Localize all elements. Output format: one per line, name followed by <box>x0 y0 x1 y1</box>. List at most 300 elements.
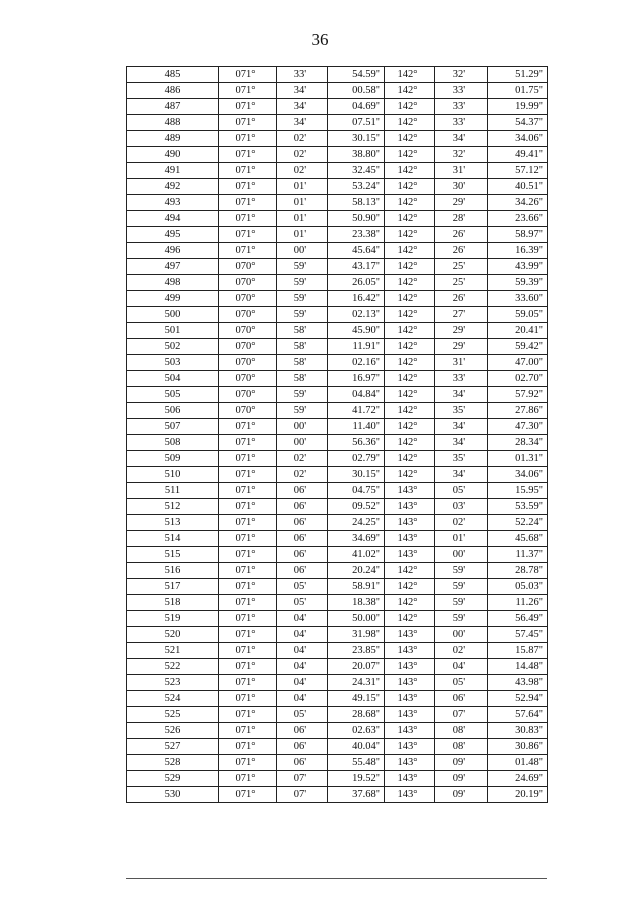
table-row <box>127 467 548 483</box>
lat-seconds-cell: 20.07" <box>328 659 385 675</box>
point-number-cell: 500 <box>127 307 219 323</box>
lon-degrees-cell: 142° <box>385 563 435 579</box>
lon-minutes-cell: 32' <box>435 67 488 83</box>
lat-degrees-cell: 070° <box>219 259 277 275</box>
lat-seconds-cell: 02.16" <box>328 355 385 371</box>
lon-seconds-cell: 52.94" <box>488 691 548 707</box>
lat-seconds-cell: 09.52" <box>328 499 385 515</box>
lat-degrees-cell: 071° <box>219 83 277 99</box>
lon-minutes-cell: 34' <box>435 387 488 403</box>
lon-degrees-cell: 142° <box>385 195 435 211</box>
lat-minutes-cell: 06' <box>277 483 328 499</box>
point-number-cell: 487 <box>127 99 219 115</box>
lon-degrees-cell: 142° <box>385 67 435 83</box>
lon-seconds-cell: 05.03" <box>488 579 548 595</box>
lat-seconds-cell: 26.05" <box>328 275 385 291</box>
lat-degrees-cell: 070° <box>219 291 277 307</box>
lat-minutes-cell: 01' <box>277 195 328 211</box>
lon-minutes-cell: 26' <box>435 243 488 259</box>
point-number-cell: 491 <box>127 163 219 179</box>
lon-seconds-cell: 47.30" <box>488 419 548 435</box>
lat-minutes-cell: 59' <box>277 403 328 419</box>
lon-seconds-cell: 49.41" <box>488 147 548 163</box>
lat-degrees-cell: 070° <box>219 307 277 323</box>
point-number-cell: 495 <box>127 227 219 243</box>
lon-minutes-cell: 31' <box>435 355 488 371</box>
point-number-cell: 508 <box>127 435 219 451</box>
lon-degrees-cell: 142° <box>385 307 435 323</box>
lat-seconds-cell: 58.91" <box>328 579 385 595</box>
table-row <box>127 611 548 627</box>
point-number-cell: 506 <box>127 403 219 419</box>
lon-seconds-cell: 59.05" <box>488 307 548 323</box>
point-number-cell: 517 <box>127 579 219 595</box>
lat-minutes-cell: 06' <box>277 563 328 579</box>
lon-seconds-cell: 58.97" <box>488 227 548 243</box>
point-number-cell: 490 <box>127 147 219 163</box>
lon-seconds-cell: 59.39" <box>488 275 548 291</box>
lon-seconds-cell: 57.12" <box>488 163 548 179</box>
lon-minutes-cell: 00' <box>435 627 488 643</box>
lon-minutes-cell: 59' <box>435 595 488 611</box>
table-row <box>127 147 548 163</box>
point-number-cell: 519 <box>127 611 219 627</box>
point-number-cell: 489 <box>127 131 219 147</box>
lat-seconds-cell: 07.51" <box>328 115 385 131</box>
lon-minutes-cell: 33' <box>435 99 488 115</box>
lat-minutes-cell: 34' <box>277 83 328 99</box>
lon-seconds-cell: 11.37" <box>488 547 548 563</box>
lat-minutes-cell: 04' <box>277 643 328 659</box>
lon-degrees-cell: 143° <box>385 723 435 739</box>
lat-minutes-cell: 59' <box>277 291 328 307</box>
lon-minutes-cell: 03' <box>435 499 488 515</box>
lat-minutes-cell: 02' <box>277 451 328 467</box>
page-number: 36 <box>311 30 329 49</box>
lon-seconds-cell: 43.98" <box>488 675 548 691</box>
table-row <box>127 307 548 323</box>
lon-degrees-cell: 142° <box>385 83 435 99</box>
lat-seconds-cell: 50.00" <box>328 611 385 627</box>
lat-seconds-cell: 02.13" <box>328 307 385 323</box>
lon-minutes-cell: 25' <box>435 259 488 275</box>
lat-seconds-cell: 11.91" <box>328 339 385 355</box>
table-row <box>127 483 548 499</box>
lon-minutes-cell: 07' <box>435 707 488 723</box>
lat-minutes-cell: 58' <box>277 355 328 371</box>
lon-seconds-cell: 34.06" <box>488 131 548 147</box>
lat-minutes-cell: 07' <box>277 771 328 787</box>
table-row <box>127 707 548 723</box>
lon-minutes-cell: 29' <box>435 339 488 355</box>
lon-seconds-cell: 51.29" <box>488 67 548 83</box>
table-row <box>127 563 548 579</box>
lat-minutes-cell: 02' <box>277 147 328 163</box>
lat-seconds-cell: 18.38" <box>328 595 385 611</box>
lon-seconds-cell: 27.86" <box>488 403 548 419</box>
lon-seconds-cell: 53.59" <box>488 499 548 515</box>
table-row <box>127 371 548 387</box>
table-row <box>127 691 548 707</box>
lat-minutes-cell: 02' <box>277 467 328 483</box>
lat-minutes-cell: 06' <box>277 531 328 547</box>
lat-degrees-cell: 071° <box>219 675 277 691</box>
table-row <box>127 739 548 755</box>
lon-degrees-cell: 143° <box>385 499 435 515</box>
point-number-cell: 518 <box>127 595 219 611</box>
point-number-cell: 510 <box>127 467 219 483</box>
lon-seconds-cell: 45.68" <box>488 531 548 547</box>
point-number-cell: 528 <box>127 755 219 771</box>
lon-degrees-cell: 143° <box>385 515 435 531</box>
lon-minutes-cell: 34' <box>435 467 488 483</box>
lon-degrees-cell: 142° <box>385 115 435 131</box>
lon-minutes-cell: 35' <box>435 403 488 419</box>
lon-minutes-cell: 34' <box>435 435 488 451</box>
lat-minutes-cell: 06' <box>277 547 328 563</box>
table-row <box>127 355 548 371</box>
lon-degrees-cell: 143° <box>385 643 435 659</box>
lon-minutes-cell: 02' <box>435 515 488 531</box>
point-number-cell: 498 <box>127 275 219 291</box>
lon-degrees-cell: 142° <box>385 387 435 403</box>
lat-minutes-cell: 34' <box>277 115 328 131</box>
point-number-cell: 504 <box>127 371 219 387</box>
lat-degrees-cell: 070° <box>219 339 277 355</box>
lat-seconds-cell: 16.97" <box>328 371 385 387</box>
point-number-cell: 527 <box>127 739 219 755</box>
point-number-cell: 494 <box>127 211 219 227</box>
table-row <box>127 515 548 531</box>
lon-degrees-cell: 143° <box>385 659 435 675</box>
lat-degrees-cell: 070° <box>219 323 277 339</box>
lon-degrees-cell: 142° <box>385 275 435 291</box>
lat-minutes-cell: 07' <box>277 787 328 803</box>
point-number-cell: 511 <box>127 483 219 499</box>
lon-seconds-cell: 43.99" <box>488 259 548 275</box>
table-row <box>127 243 548 259</box>
lat-degrees-cell: 071° <box>219 787 277 803</box>
point-number-cell: 520 <box>127 627 219 643</box>
lon-minutes-cell: 29' <box>435 195 488 211</box>
lon-degrees-cell: 142° <box>385 339 435 355</box>
lat-seconds-cell: 24.25" <box>328 515 385 531</box>
lat-minutes-cell: 06' <box>277 723 328 739</box>
table-row <box>127 211 548 227</box>
lon-degrees-cell: 142° <box>385 99 435 115</box>
lat-degrees-cell: 071° <box>219 467 277 483</box>
point-number-cell: 530 <box>127 787 219 803</box>
point-number-cell: 523 <box>127 675 219 691</box>
lat-seconds-cell: 20.24" <box>328 563 385 579</box>
lon-minutes-cell: 26' <box>435 291 488 307</box>
table-row <box>127 227 548 243</box>
point-number-cell: 516 <box>127 563 219 579</box>
point-number-cell: 524 <box>127 691 219 707</box>
lat-seconds-cell: 45.64" <box>328 243 385 259</box>
point-number-cell: 501 <box>127 323 219 339</box>
lat-seconds-cell: 58.13" <box>328 195 385 211</box>
table-row <box>127 531 548 547</box>
lat-degrees-cell: 071° <box>219 195 277 211</box>
table-row <box>127 179 548 195</box>
lon-seconds-cell: 57.64" <box>488 707 548 723</box>
lat-seconds-cell: 37.68" <box>328 787 385 803</box>
lat-degrees-cell: 071° <box>219 723 277 739</box>
lon-minutes-cell: 33' <box>435 371 488 387</box>
table-row <box>127 499 548 515</box>
table-row <box>127 99 548 115</box>
table-row <box>127 579 548 595</box>
table-row <box>127 643 548 659</box>
lat-seconds-cell: 32.45" <box>328 163 385 179</box>
lon-seconds-cell: 15.95" <box>488 483 548 499</box>
lat-minutes-cell: 06' <box>277 499 328 515</box>
lat-degrees-cell: 071° <box>219 67 277 83</box>
point-number-cell: 502 <box>127 339 219 355</box>
lon-minutes-cell: 59' <box>435 611 488 627</box>
lat-degrees-cell: 071° <box>219 755 277 771</box>
lon-minutes-cell: 01' <box>435 531 488 547</box>
lat-minutes-cell: 05' <box>277 707 328 723</box>
lon-minutes-cell: 05' <box>435 675 488 691</box>
lon-minutes-cell: 31' <box>435 163 488 179</box>
lat-minutes-cell: 00' <box>277 243 328 259</box>
lon-seconds-cell: 01.75" <box>488 83 548 99</box>
lon-minutes-cell: 04' <box>435 659 488 675</box>
lat-minutes-cell: 00' <box>277 419 328 435</box>
lat-seconds-cell: 04.84" <box>328 387 385 403</box>
lon-minutes-cell: 02' <box>435 643 488 659</box>
lat-degrees-cell: 071° <box>219 627 277 643</box>
table-row <box>127 387 548 403</box>
lat-degrees-cell: 071° <box>219 563 277 579</box>
lat-degrees-cell: 071° <box>219 435 277 451</box>
lon-degrees-cell: 143° <box>385 675 435 691</box>
lon-minutes-cell: 09' <box>435 787 488 803</box>
lon-degrees-cell: 142° <box>385 595 435 611</box>
point-number-cell: 499 <box>127 291 219 307</box>
point-number-cell: 525 <box>127 707 219 723</box>
lon-degrees-cell: 143° <box>385 755 435 771</box>
lat-degrees-cell: 071° <box>219 211 277 227</box>
point-number-cell: 488 <box>127 115 219 131</box>
lat-degrees-cell: 071° <box>219 659 277 675</box>
lat-minutes-cell: 06' <box>277 739 328 755</box>
lat-minutes-cell: 06' <box>277 515 328 531</box>
lon-seconds-cell: 59.42" <box>488 339 548 355</box>
lon-seconds-cell: 20.41" <box>488 323 548 339</box>
lon-seconds-cell: 47.00" <box>488 355 548 371</box>
table-row <box>127 451 548 467</box>
lon-degrees-cell: 143° <box>385 739 435 755</box>
lat-minutes-cell: 02' <box>277 131 328 147</box>
table-row <box>127 291 548 307</box>
lat-degrees-cell: 071° <box>219 771 277 787</box>
lat-seconds-cell: 19.52" <box>328 771 385 787</box>
lon-degrees-cell: 142° <box>385 467 435 483</box>
lon-seconds-cell: 16.39" <box>488 243 548 259</box>
lon-minutes-cell: 59' <box>435 563 488 579</box>
lon-minutes-cell: 27' <box>435 307 488 323</box>
lon-seconds-cell: 23.66" <box>488 211 548 227</box>
lon-degrees-cell: 143° <box>385 707 435 723</box>
lon-degrees-cell: 143° <box>385 627 435 643</box>
lon-minutes-cell: 06' <box>435 691 488 707</box>
lon-minutes-cell: 05' <box>435 483 488 499</box>
lat-degrees-cell: 070° <box>219 403 277 419</box>
lon-degrees-cell: 143° <box>385 547 435 563</box>
lat-seconds-cell: 02.79" <box>328 451 385 467</box>
lat-seconds-cell: 43.17" <box>328 259 385 275</box>
lat-degrees-cell: 071° <box>219 483 277 499</box>
table-row <box>127 547 548 563</box>
lon-minutes-cell: 08' <box>435 723 488 739</box>
lon-minutes-cell: 25' <box>435 275 488 291</box>
lon-seconds-cell: 57.45" <box>488 627 548 643</box>
lon-degrees-cell: 142° <box>385 131 435 147</box>
lat-degrees-cell: 071° <box>219 595 277 611</box>
table-row <box>127 323 548 339</box>
lat-minutes-cell: 33' <box>277 67 328 83</box>
table-row <box>127 275 548 291</box>
lat-seconds-cell: 38.80" <box>328 147 385 163</box>
lat-minutes-cell: 01' <box>277 179 328 195</box>
lat-degrees-cell: 071° <box>219 499 277 515</box>
lon-seconds-cell: 24.69" <box>488 771 548 787</box>
lat-degrees-cell: 071° <box>219 531 277 547</box>
lon-degrees-cell: 142° <box>385 227 435 243</box>
lat-degrees-cell: 071° <box>219 643 277 659</box>
lon-degrees-cell: 142° <box>385 611 435 627</box>
lat-degrees-cell: 071° <box>219 163 277 179</box>
point-number-cell: 515 <box>127 547 219 563</box>
lon-minutes-cell: 35' <box>435 451 488 467</box>
lon-degrees-cell: 142° <box>385 243 435 259</box>
lat-minutes-cell: 59' <box>277 307 328 323</box>
lat-seconds-cell: 30.15" <box>328 467 385 483</box>
point-number-cell: 507 <box>127 419 219 435</box>
lat-seconds-cell: 16.42" <box>328 291 385 307</box>
lon-seconds-cell: 52.24" <box>488 515 548 531</box>
lat-seconds-cell: 23.38" <box>328 227 385 243</box>
lat-degrees-cell: 071° <box>219 579 277 595</box>
point-number-cell: 513 <box>127 515 219 531</box>
table-row <box>127 675 548 691</box>
lon-seconds-cell: 02.70" <box>488 371 548 387</box>
lon-minutes-cell: 29' <box>435 323 488 339</box>
lat-degrees-cell: 070° <box>219 387 277 403</box>
lat-minutes-cell: 58' <box>277 371 328 387</box>
lat-minutes-cell: 04' <box>277 675 328 691</box>
lat-seconds-cell: 11.40" <box>328 419 385 435</box>
lat-seconds-cell: 28.68" <box>328 707 385 723</box>
lon-minutes-cell: 09' <box>435 755 488 771</box>
lon-seconds-cell: 11.26" <box>488 595 548 611</box>
lat-minutes-cell: 34' <box>277 99 328 115</box>
lon-seconds-cell: 01.48" <box>488 755 548 771</box>
lon-minutes-cell: 28' <box>435 211 488 227</box>
lon-degrees-cell: 142° <box>385 371 435 387</box>
lat-minutes-cell: 04' <box>277 691 328 707</box>
lon-degrees-cell: 142° <box>385 419 435 435</box>
lon-minutes-cell: 26' <box>435 227 488 243</box>
lon-minutes-cell: 08' <box>435 739 488 755</box>
point-number-cell: 493 <box>127 195 219 211</box>
table-row <box>127 627 548 643</box>
lat-seconds-cell: 50.90" <box>328 211 385 227</box>
table-row <box>127 195 548 211</box>
lat-degrees-cell: 070° <box>219 371 277 387</box>
lat-minutes-cell: 01' <box>277 211 328 227</box>
lat-seconds-cell: 53.24" <box>328 179 385 195</box>
point-number-cell: 521 <box>127 643 219 659</box>
lat-degrees-cell: 071° <box>219 739 277 755</box>
lat-degrees-cell: 071° <box>219 691 277 707</box>
table-row <box>127 259 548 275</box>
lon-seconds-cell: 28.34" <box>488 435 548 451</box>
point-number-cell: 512 <box>127 499 219 515</box>
lat-minutes-cell: 05' <box>277 595 328 611</box>
table-row <box>127 771 548 787</box>
lon-seconds-cell: 33.60" <box>488 291 548 307</box>
table-row <box>127 403 548 419</box>
lat-minutes-cell: 59' <box>277 259 328 275</box>
lat-seconds-cell: 23.85" <box>328 643 385 659</box>
lon-degrees-cell: 142° <box>385 147 435 163</box>
lat-minutes-cell: 00' <box>277 435 328 451</box>
lat-minutes-cell: 04' <box>277 611 328 627</box>
point-number-cell: 529 <box>127 771 219 787</box>
lat-seconds-cell: 04.69" <box>328 99 385 115</box>
table-row <box>127 787 548 803</box>
lon-degrees-cell: 142° <box>385 355 435 371</box>
lat-degrees-cell: 071° <box>219 147 277 163</box>
lat-minutes-cell: 05' <box>277 579 328 595</box>
coordinates-table <box>126 66 548 803</box>
lon-minutes-cell: 09' <box>435 771 488 787</box>
lat-degrees-cell: 071° <box>219 707 277 723</box>
lat-seconds-cell: 34.69" <box>328 531 385 547</box>
lat-degrees-cell: 071° <box>219 515 277 531</box>
lat-seconds-cell: 54.59" <box>328 67 385 83</box>
lat-seconds-cell: 45.90" <box>328 323 385 339</box>
lat-degrees-cell: 071° <box>219 451 277 467</box>
lat-seconds-cell: 00.58" <box>328 83 385 99</box>
lon-seconds-cell: 15.87" <box>488 643 548 659</box>
footer-rule <box>126 878 547 879</box>
lon-seconds-cell: 20.19" <box>488 787 548 803</box>
lon-degrees-cell: 142° <box>385 179 435 195</box>
lat-seconds-cell: 31.98" <box>328 627 385 643</box>
lat-minutes-cell: 04' <box>277 659 328 675</box>
lat-minutes-cell: 02' <box>277 163 328 179</box>
table-row <box>127 115 548 131</box>
lon-minutes-cell: 59' <box>435 579 488 595</box>
table-row <box>127 659 548 675</box>
lon-minutes-cell: 33' <box>435 115 488 131</box>
lat-minutes-cell: 04' <box>277 627 328 643</box>
lat-minutes-cell: 59' <box>277 275 328 291</box>
table-row <box>127 339 548 355</box>
lon-degrees-cell: 142° <box>385 259 435 275</box>
lon-degrees-cell: 142° <box>385 579 435 595</box>
lat-minutes-cell: 01' <box>277 227 328 243</box>
lon-degrees-cell: 143° <box>385 483 435 499</box>
point-number-cell: 526 <box>127 723 219 739</box>
lat-seconds-cell: 41.72" <box>328 403 385 419</box>
point-number-cell: 522 <box>127 659 219 675</box>
